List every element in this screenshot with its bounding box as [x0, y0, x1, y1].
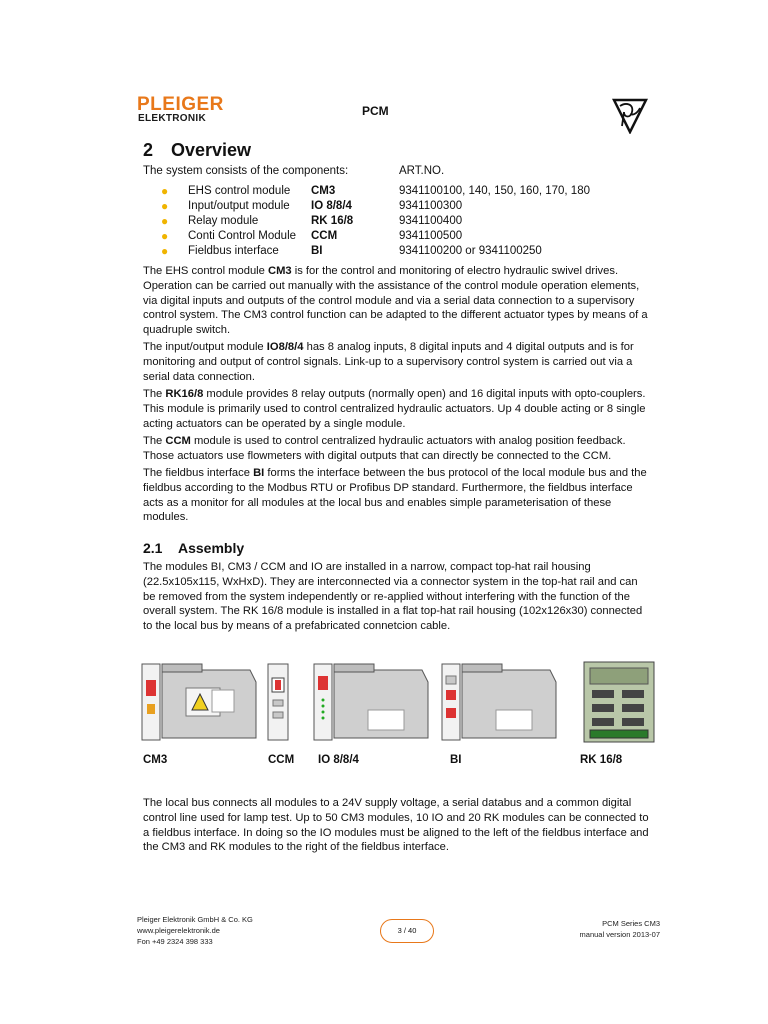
component-code: RK 16/8: [311, 215, 354, 227]
component-name: Conti Control Module: [188, 230, 297, 242]
bullet-icon: ●: [161, 199, 169, 213]
footer-contact: [137, 914, 253, 947]
section-heading: [143, 140, 251, 161]
company-logo: PLEIGER: [137, 94, 224, 115]
list-item: [143, 215, 663, 230]
subsection-title: Assembly: [178, 540, 245, 556]
text-span: The: [143, 435, 166, 447]
module-label: CCM: [268, 754, 295, 766]
module-label: IO 8/8/4: [318, 754, 359, 766]
module-label: BI: [450, 754, 462, 766]
assembly-paragraph: The modules BI, CM3 / CCM and IO are installed in a narrow, compact top-hat rail housing (22.5x105x115, WxHxD). They are interconnected via a connector system in the top-hat rail and can be removed from the system independently or re-applied without interfering with the function of the overall system. The RK 16/8 module is installed in a flat top-hat rail housing (102x126x30) connected to the local bus by means of a prefabricated connetcion cable.: [143, 561, 643, 633]
component-artno: 9341100100, 140, 150, 160, 170, 180: [399, 185, 590, 197]
footer-version: manual version 2013-07: [579, 930, 660, 939]
header-title: PCM: [362, 104, 389, 118]
intro-text: The system consists of the components:: [143, 165, 349, 177]
text-span: The input/output module: [143, 341, 267, 353]
list-item: [143, 200, 663, 215]
component-artno: 9341100300: [399, 200, 463, 212]
module-code: CM3: [268, 265, 292, 277]
paragraph-cm3: [143, 264, 651, 338]
component-artno: 9341100400: [399, 215, 463, 227]
bullet-icon: ●: [161, 244, 169, 258]
text-span: module is used to control centralized hydraulic actuators with analog position feedback. Those actuators use flowmeters with digital outputs that can directly be connected to the CCM.: [143, 435, 626, 462]
module-code: BI: [253, 467, 265, 479]
company-logo-subtitle: ELEKTRONIK: [138, 113, 206, 124]
section-title: Overview: [171, 140, 252, 160]
component-name: EHS control module: [188, 185, 291, 197]
text-span: The EHS control module: [143, 265, 268, 277]
paragraph-bi: [143, 466, 651, 525]
component-artno: 9341100500: [399, 230, 463, 242]
io-module-image: [312, 660, 432, 745]
artno-header: ART.NO.: [399, 165, 445, 177]
footer-company: Pleiger Elektronik GmbH & Co. KG: [137, 915, 253, 924]
module-code: RK16/8: [165, 388, 204, 400]
rk-module-image: [582, 660, 656, 745]
text-span: module provides 8 relay outputs (normally open) and 16 digital inputs with opto-couplers. This module is primarily used to control centralized hydraulic actuators. Up 4 double acting or 8 single acting actuators can be operated by a single module.: [143, 388, 646, 430]
paragraph-rk: [143, 387, 651, 431]
ccm-module-image: [266, 660, 290, 745]
bi-module-image: [440, 660, 560, 745]
component-code: IO 8/8/4: [311, 200, 352, 212]
text-span: has 8 analog inputs, 8 digital inputs and 4 digital outputs and is for monitoring and output of control signals. Link-up to a supervisory control system is carried out via a serial data connection.: [143, 341, 634, 383]
text-span: The: [143, 388, 166, 400]
component-name: Input/output module: [188, 200, 290, 212]
subsection-number: 2.1: [143, 540, 163, 556]
component-code: CM3: [311, 185, 336, 197]
bullet-icon: ●: [161, 229, 169, 243]
list-item: [143, 245, 663, 260]
section-number: 2: [143, 140, 154, 160]
component-code: BI: [311, 245, 323, 257]
module-code: IO8/8/4: [266, 341, 304, 353]
brand-triangle-icon: [612, 96, 648, 134]
component-name: Fieldbus interface: [188, 245, 279, 257]
text-span: The fieldbus interface: [143, 467, 254, 479]
footer-website: www.pleigerelektronik.de: [137, 926, 220, 935]
list-item: [143, 185, 663, 200]
footer-phone: Fon +49 2324 398 333: [137, 937, 213, 946]
bullet-icon: ●: [161, 214, 169, 228]
footer-series: PCM Series CM3: [602, 919, 660, 928]
list-item: [143, 230, 663, 245]
component-name: Relay module: [188, 215, 259, 227]
subsection-heading: [143, 540, 244, 556]
module-label: CM3: [143, 754, 168, 766]
footer-doc-info: [560, 918, 660, 940]
component-artno: 9341100200 or 9341100250: [399, 245, 542, 257]
text-span: forms the interface between the bus protocol of the local module bus and the fieldbus according to the Modbus RTU or Profibus DP standard. Furthermore, the fieldbus interface acts as a monitor for all modules at the local bus and enables simple parameterisation of these modules.: [143, 467, 647, 524]
paragraph-ccm: [143, 434, 651, 464]
component-code: CCM: [311, 230, 338, 242]
paragraph-io: [143, 340, 651, 384]
bullet-icon: ●: [161, 184, 169, 198]
module-code: CCM: [165, 435, 191, 447]
module-label: RK 16/8: [580, 754, 623, 766]
cm3-module-image: [140, 660, 260, 745]
text-span: is for the control and monitoring of electro hydraulic swivel drives. Operation can be carried out manually with the assistance of the control module operation elements, via digital inputs and outputs of the control module and via a serial data connection to a supervisory control system. The CM3 control function can be adapted to the different actuator types by means of a quadruple switch.: [143, 265, 648, 337]
page-number: 3 / 40: [380, 919, 434, 943]
local-bus-paragraph: The local bus connects all modules to a 24V supply voltage, a serial databus and a common digital control line used for lamp test. Up to 50 CM3 modules, 10 IO and 20 RK modules can be connected to a fieldbus interface. In doing so the IO modules must be aligned to the left of the fieldbus interface and the CM3 and RK modules to the right of the fieldbus interface.: [143, 797, 649, 854]
